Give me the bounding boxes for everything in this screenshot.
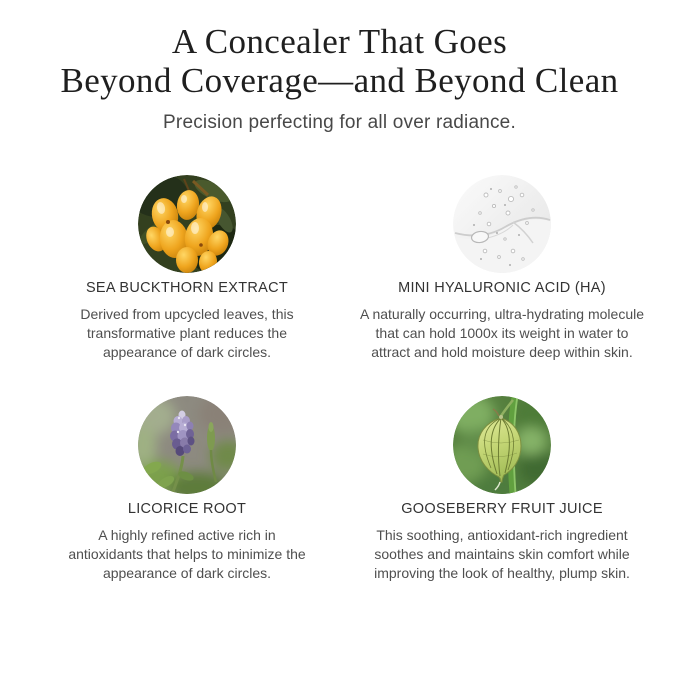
gooseberry-husk-image [453, 396, 551, 494]
title-line-1: A Concealer That Goes [171, 22, 508, 61]
ingredient-card-licorice-root [37, 396, 337, 583]
ingredient-card-sea-buckthorn [37, 175, 337, 362]
ingredient-description: A naturally occurring, ultra-hydrating molecule that can hold 1000x its weight in water to attract and hold moisture deep within skin. [359, 306, 645, 360]
ingredient-grid [5, 175, 679, 583]
ingredient-name: GOOSEBERRY FRUIT JUICE [401, 501, 603, 517]
ingredient-description: Derived from upcycled leaves, this transformative plant reduces the appearance of dark circles. [80, 306, 294, 360]
sea-buckthorn-berries-image [138, 175, 236, 273]
clear-gel-image [453, 175, 551, 273]
header [0, 0, 679, 134]
ingredient-name: LICORICE ROOT [127, 501, 247, 517]
licorice-flower-image [138, 396, 236, 494]
ingredient-card-gooseberry [352, 396, 652, 583]
ingredient-description: This soothing, antioxidant-rich ingredient soothes and maintains skin comfort while improving the look of healthy, plump skin. [374, 527, 630, 581]
ingredient-name: MINI HYALURONIC ACID (HA) [398, 280, 606, 296]
ingredient-name: SEA BUCKTHORN EXTRACT [85, 280, 289, 296]
ingredient-description: A highly refined active rich in antioxidants that helps to minimize the appearance of dark circles. [68, 527, 306, 581]
title-line-2: Beyond Coverage—and Beyond Clean [60, 61, 619, 100]
ingredient-card-hyaluronic-acid [352, 175, 652, 362]
page-title [0, 22, 679, 100]
subtitle: Precision perfecting for all over radiance. [163, 112, 516, 133]
